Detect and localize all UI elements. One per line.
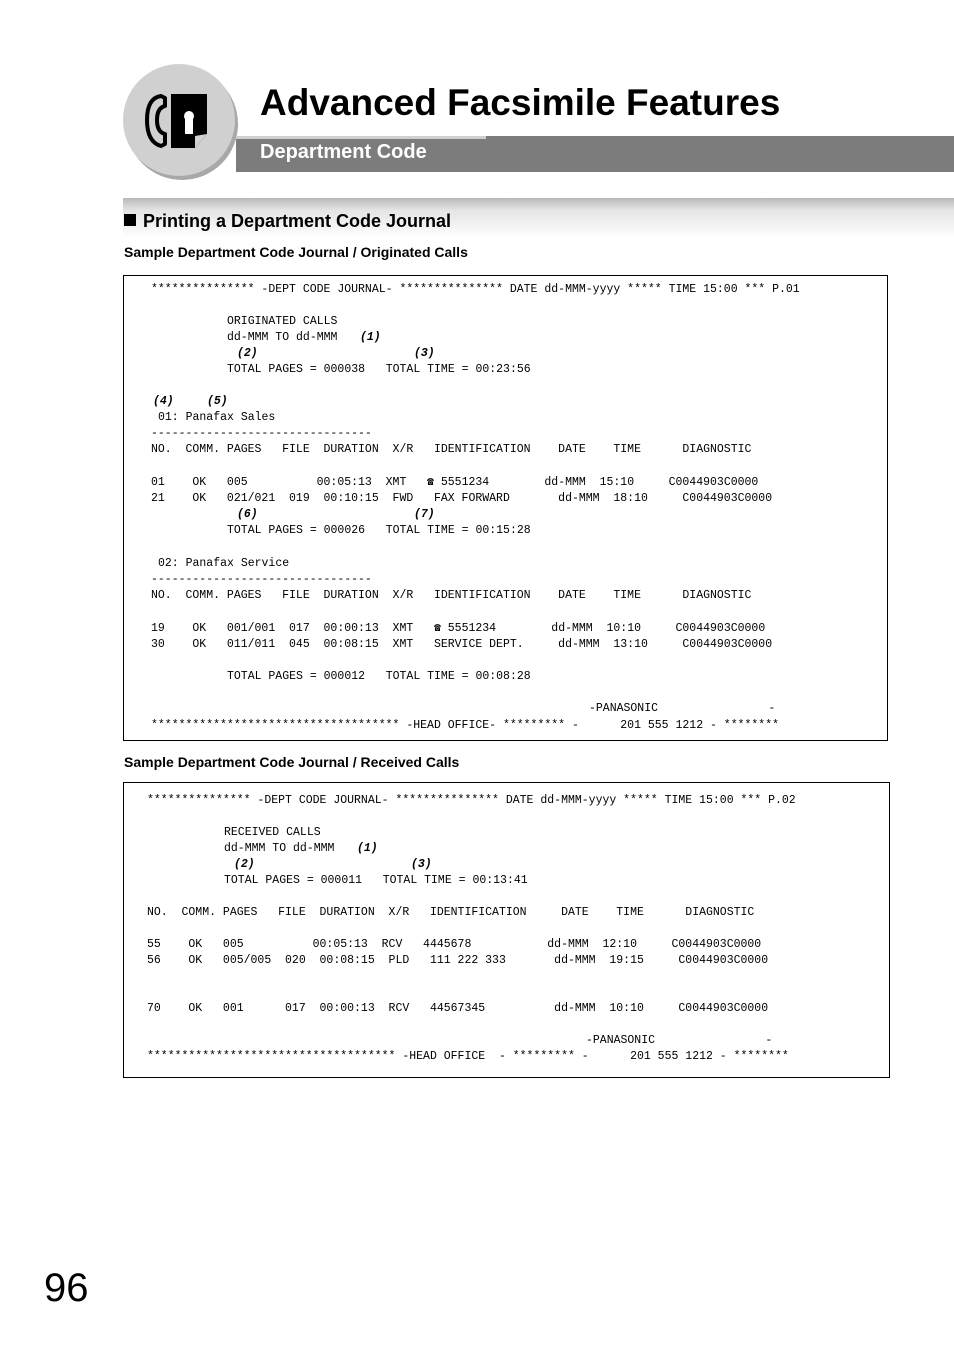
section-heading-text: Printing a Department Code Journal (143, 211, 452, 231)
callout-marker: (5) (207, 395, 228, 408)
journal-line: -PANASONIC - (589, 702, 776, 715)
journal-line: 21 OK 021/021 019 00:10:15 FWD FAX FORWARD dd-MMM 18:10 C0044903C0000 (151, 492, 773, 505)
journal-line: 01 OK 005 00:05:13 XMT ☎ 5551234 dd-MMM 15:10 C0044903C0000 (151, 476, 759, 489)
journal-line: 19 OK 001/001 017 00:00:13 XMT ☎ 5551234 dd-MMM 10:10 C0044903C0000 (151, 622, 766, 635)
journal-line: -PANASONIC - (586, 1034, 773, 1047)
square-bullet-icon (124, 214, 136, 226)
journal-line: NO. COMM. PAGES FILE DURATION X/R IDENTIFICATION DATE TIME DIAGNOSTIC (147, 906, 755, 919)
callout-marker: (3) (414, 347, 435, 360)
callout-marker: (2) (237, 347, 258, 360)
journal-line: -------------------------------- (151, 427, 372, 440)
journal-line: TOTAL PAGES = 000026 TOTAL TIME = 00:15:28 (227, 524, 531, 537)
caption-received: Sample Department Code Journal / Received Calls (124, 754, 460, 770)
journal-line: -------------------------------- (151, 573, 372, 586)
journal-line: TOTAL PAGES = 000012 TOTAL TIME = 00:08:28 (227, 670, 531, 683)
callout-marker: (3) (411, 858, 432, 871)
journal-line: 30 OK 011/011 045 00:08:15 XMT SERVICE DEPT. dd-MMM 13:10 C0044903C0000 (151, 638, 773, 651)
journal-line: *************** -DEPT CODE JOURNAL- *************** DATE dd-MMM-yyyy ***** TIME 15:00 *** P.01 (151, 283, 800, 296)
journal-line: NO. COMM. PAGES FILE DURATION X/R IDENTIFICATION DATE TIME DIAGNOSTIC (151, 589, 752, 602)
journal-line: ************************************ -HEAD OFFICE - ********* - 201 555 1212 - ******** (147, 1050, 789, 1063)
page-number: 96 (44, 1266, 89, 1310)
journal-line: NO. COMM. PAGES FILE DURATION X/R IDENTIFICATION DATE TIME DIAGNOSTIC (151, 443, 752, 456)
journal-received-box (123, 782, 890, 1078)
journal-line: dd-MMM TO dd-MMM (224, 842, 335, 855)
callout-marker: (6) (237, 508, 258, 521)
journal-line: 01: Panafax Sales (158, 411, 276, 424)
callout-marker: (1) (360, 331, 381, 344)
journal-line: *************** -DEPT CODE JOURNAL- *************** DATE dd-MMM-yyyy ***** TIME 15:00 *** P.02 (147, 794, 796, 807)
journal-line: 55 OK 005 00:05:13 RCV 4445678 dd-MMM 12:10 C0044903C0000 (147, 938, 762, 951)
caption-originated: Sample Department Code Journal / Originated Calls (124, 244, 468, 260)
journal-line: 70 OK 001 017 00:00:13 RCV 44567345 dd-MMM 10:10 C0044903C0000 (147, 1002, 769, 1015)
journal-line: dd-MMM TO dd-MMM (227, 331, 338, 344)
journal-line: ************************************ -HEAD OFFICE- ********* - 201 555 1212 - ******** (151, 719, 780, 732)
journal-line: 56 OK 005/005 020 00:08:15 PLD 111 222 333 dd-MMM 19:15 C0044903C0000 (147, 954, 769, 967)
journal-line: RECEIVED CALLS (224, 826, 321, 839)
section-heading (124, 211, 451, 232)
page-title: Advanced Facsimile Features (260, 82, 781, 123)
journal-line: 02: Panafax Service (158, 557, 290, 570)
callout-marker: (1) (357, 842, 378, 855)
callout-marker: (7) (414, 508, 435, 521)
journal-originated-box (123, 275, 888, 741)
page-subtitle: Department Code (260, 141, 427, 163)
subtitle-bar-highlight (236, 136, 486, 139)
journal-line: TOTAL PAGES = 000038 TOTAL TIME = 00:23:56 (227, 363, 531, 376)
callout-marker: (4) (153, 395, 174, 408)
fax-document-icon (143, 88, 213, 154)
journal-line: ORIGINATED CALLS (227, 315, 338, 328)
callout-marker: (2) (234, 858, 255, 871)
journal-line: TOTAL PAGES = 000011 TOTAL TIME = 00:13:41 (224, 874, 528, 887)
